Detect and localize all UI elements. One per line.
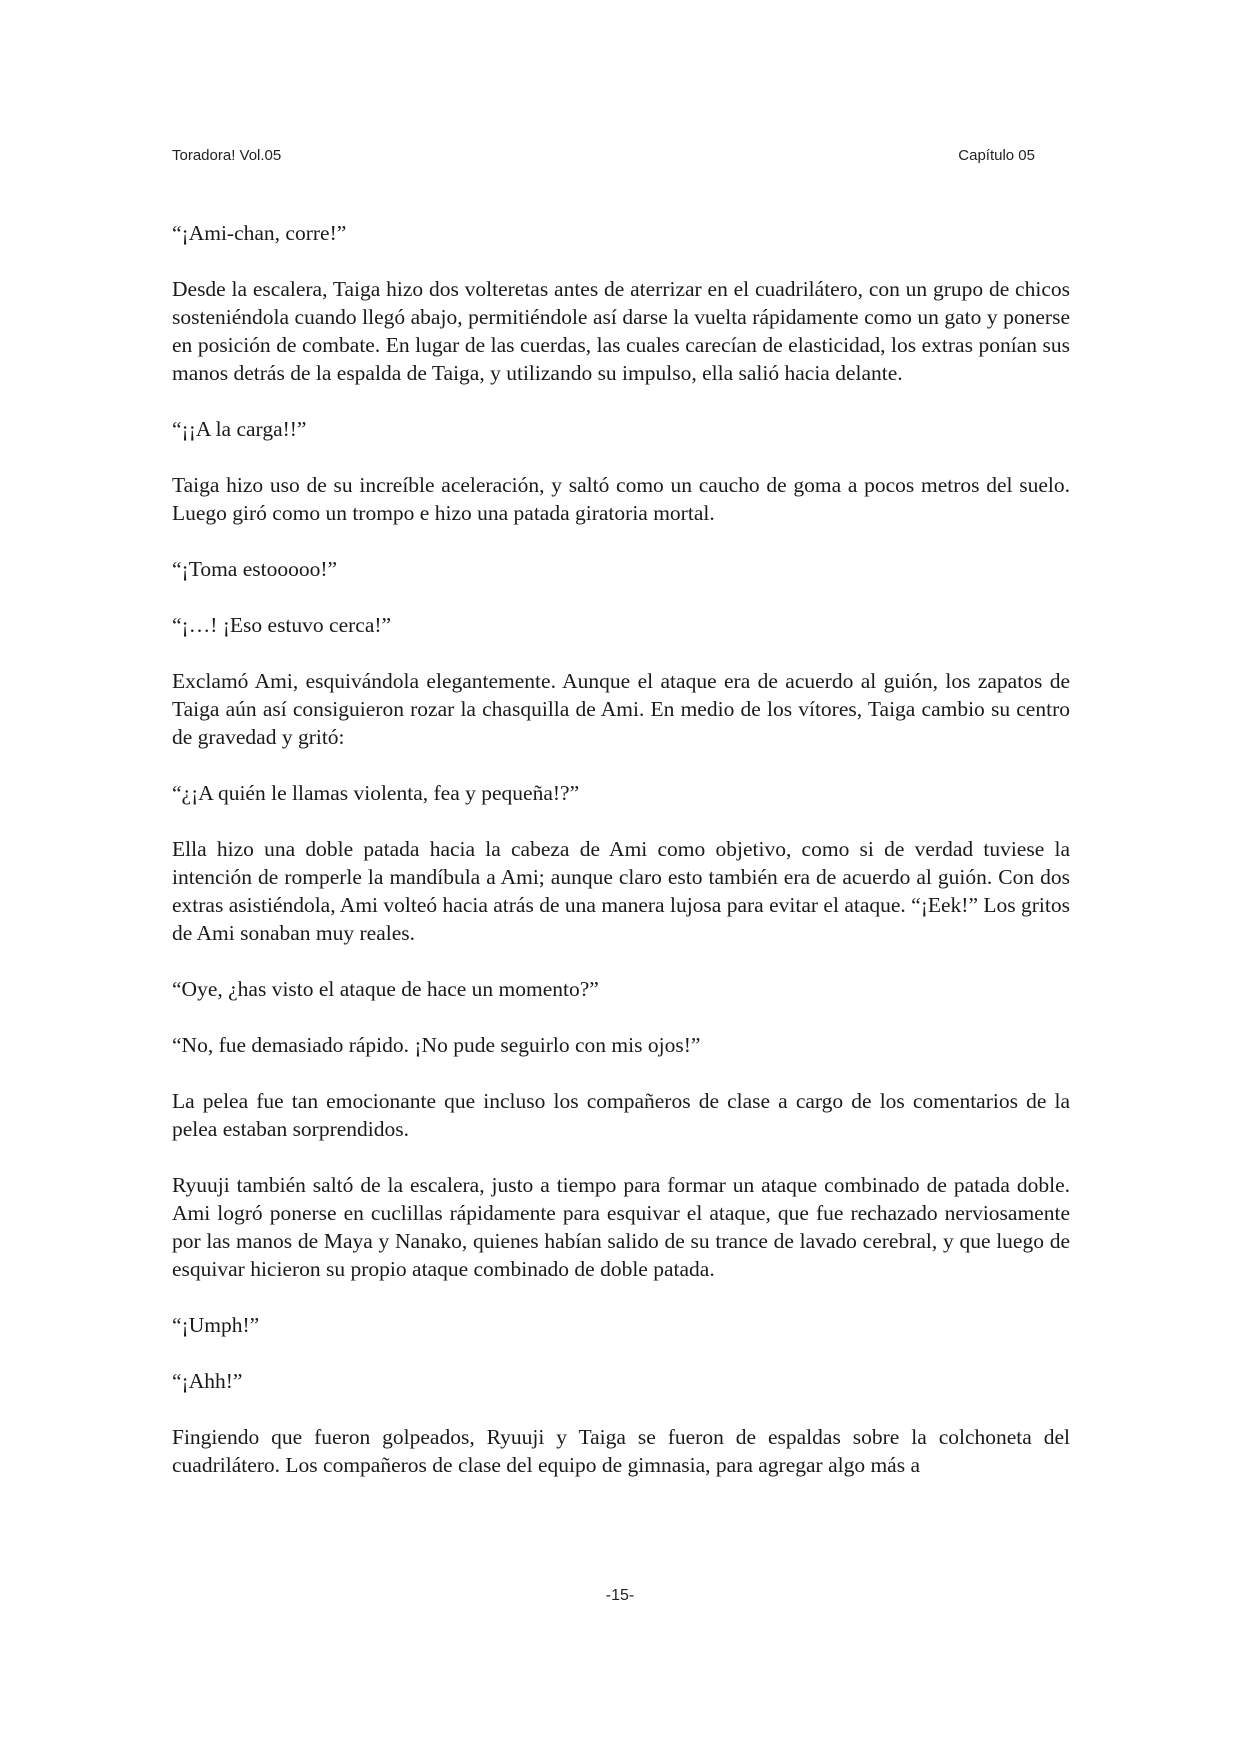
paragraph: Fingiendo que fueron golpeados, Ryuuji y Taiga se fueron de espaldas sobre la colchoneta del cuadrilátero. Los compañeros de clase del equipo de gimnasia, para agregar algo más a [172, 1425, 1070, 1477]
paragraph: “¿¡A quién le llamas violenta, fea y pequeña!?” [172, 781, 580, 805]
paragraph: Desde la escalera, Taiga hizo dos volteretas antes de aterrizar en el cuadrilátero, con un grupo de chicos sosteniéndola cuando llegó abajo, permitiéndole así darse la vuelta rápidamente como un gato y ponerse en posición de combate. En lugar de las cuerdas, las cuales carecían de elasticidad, los extras ponían sus manos detrás de la espalda de Taiga, y utilizando su impulso, ella salió hacia delante. [172, 277, 1070, 385]
running-header-chapter: Capítulo 05 [958, 147, 1035, 164]
body-text [172, 219, 1070, 1507]
paragraph: Taiga hizo uso de su increíble aceleración, y saltó como un caucho de goma a pocos metros del suelo. Luego giró como un trompo e hizo una patada giratoria mortal. [172, 473, 1070, 525]
paragraph: “Oye, ¿has visto el ataque de hace un momento?” [172, 977, 599, 1001]
paragraph: “¡¡A la carga!!” [172, 417, 307, 441]
paragraph: “¡Ahh!” [172, 1369, 243, 1393]
paragraph: La pelea fue tan emocionante que incluso los compañeros de clase a cargo de los comentarios de la pelea estaban sorprendidos. [172, 1089, 1070, 1141]
paragraph: “¡Umph!” [172, 1313, 260, 1337]
page-number: -15- [605, 1587, 635, 1604]
paragraph: “¡Ami-chan, corre!” [172, 221, 347, 245]
paragraph: Ella hizo una doble patada hacia la cabeza de Ami como objetivo, como si de verdad tuviese la intención de romperle la mandíbula a Ami; aunque claro esto también era de acuerdo al guión. Con dos extras asistiéndola, Ami volteó hacia atrás de una manera lujosa para evitar el ataque. “¡Eek!” Los gritos de Ami sonaban muy reales. [172, 837, 1070, 945]
paragraph: “¡Toma estooooo!” [172, 557, 338, 581]
paragraph: Ryuuji también saltó de la escalera, justo a tiempo para formar un ataque combinado de patada doble. Ami logró ponerse en cuclillas rápidamente para esquivar el ataque, que fue rechazado nerviosamente por las manos de Maya y Nanako, quienes habían salido de su trance de lavado cerebral, y que luego de esquivar hicieron su propio ataque combinado de doble patada. [172, 1173, 1070, 1281]
paragraph: “No, fue demasiado rápido. ¡No pude seguirlo con mis ojos!” [172, 1033, 701, 1057]
paragraph: Exclamó Ami, esquivándola elegantemente. Aunque el ataque era de acuerdo al guión, los zapatos de Taiga aún así consiguieron rozar la chasquilla de Ami. En medio de los vítores, Taiga cambio su centro de gravedad y gritó: [172, 669, 1070, 749]
running-header-title: Toradora! Vol.05 [172, 147, 282, 164]
paragraph: “¡…! ¡Eso estuvo cerca!” [172, 613, 392, 637]
